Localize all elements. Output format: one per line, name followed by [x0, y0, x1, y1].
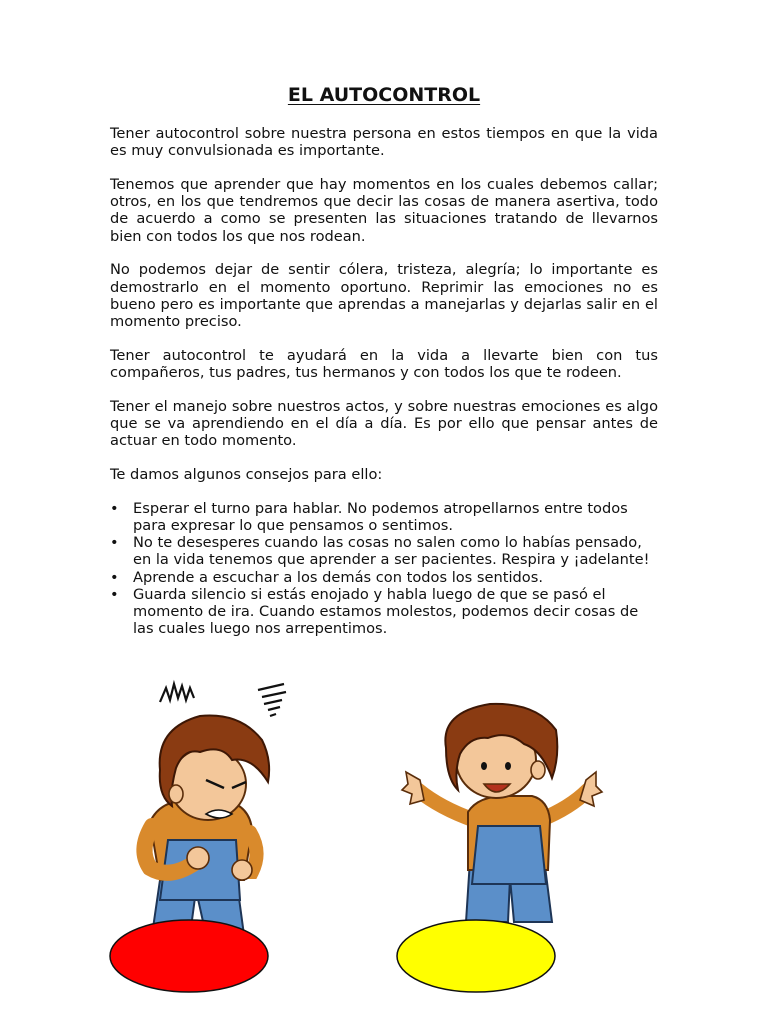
tip-text: Esperar el turno para hablar. No podemos atropellarnos entre todos para expresar lo que pensamos o sentimos.	[133, 499, 628, 535]
happy-boy-left-hand	[402, 772, 424, 804]
happy-boy-right-hand	[580, 772, 602, 806]
tip-text: No te desesperes cuando las cosas no salen como lo habías pensado, en la vida tenemos que aprender a ser pacientes. Respira y ¡adelante!	[133, 534, 650, 569]
page-title: EL AUTOCONTROL	[287, 84, 481, 106]
paragraph-5: Tener el manejo sobre nuestros actos, y sobre nuestras emociones es algo que se va aprendiendo en el día a día. Es por ello que pensar antes de actuar en todo momento.	[110, 397, 658, 450]
angry-boy-mouth	[206, 810, 232, 818]
red-oval	[110, 920, 268, 992]
tip-text: Aprende a escuchar a los demás con todos los sentidos.	[133, 568, 543, 586]
paragraph-2: Tenemos que aprender que hay momentos en los cuales debemos callar; otros, en los que tendremos que decir las cosas de manera asertiva, todo de acuerdo a como se presenten las situaciones tratando de llevarnos bien con todos los que nos rodean.	[110, 176, 658, 245]
happy-boy-overalls	[472, 826, 546, 884]
tip-text: Guarda silencio si estás enojado y habla luego de que se pasó el momento de ira. Cuando estamos molestos, podemos decir cosas de las cuales luego nos arrepentimos.	[133, 585, 639, 638]
bullet-icon: •	[110, 499, 119, 517]
yellow-oval	[397, 920, 555, 992]
paragraph-6: Te damos algunos consejos para ello:	[110, 466, 383, 484]
paragraph-4: Tener autocontrol te ayudará en la vida a llevarte bien con tus compañeros, tus padres, tus hermanos y con todos los que te rodeen.	[110, 346, 658, 382]
angry-boy-left-fist	[187, 847, 209, 869]
bullet-icon: •	[110, 568, 119, 586]
anger-swirl-icon	[258, 684, 286, 716]
angry-boy-right-fist	[232, 860, 252, 880]
angry-boy-illustration	[144, 684, 286, 935]
paragraph-3: No podemos dejar de sentir cólera, tristeza, alegría; lo importante es demostrarlo en el momento oportuno. Reprimir las emociones no es bueno pero es importante que aprendas a manejarlas y dejarlas salir en el momento preciso.	[110, 261, 658, 331]
bullet-icon: •	[110, 534, 119, 552]
anger-scribble-icon	[160, 684, 194, 702]
paragraph-1: Tener autocontrol sobre nuestra persona en estos tiempos en que la vida es muy convulsionada es importante.	[110, 125, 658, 160]
happy-boy-eye-left	[481, 762, 487, 770]
angry-boy-ear	[169, 785, 183, 803]
happy-boy-illustration	[402, 704, 602, 922]
bullet-icon: •	[110, 585, 119, 603]
happy-boy-eye-right	[505, 762, 511, 770]
happy-boy-ear	[531, 761, 545, 779]
happy-boy-left-arm	[418, 790, 474, 820]
